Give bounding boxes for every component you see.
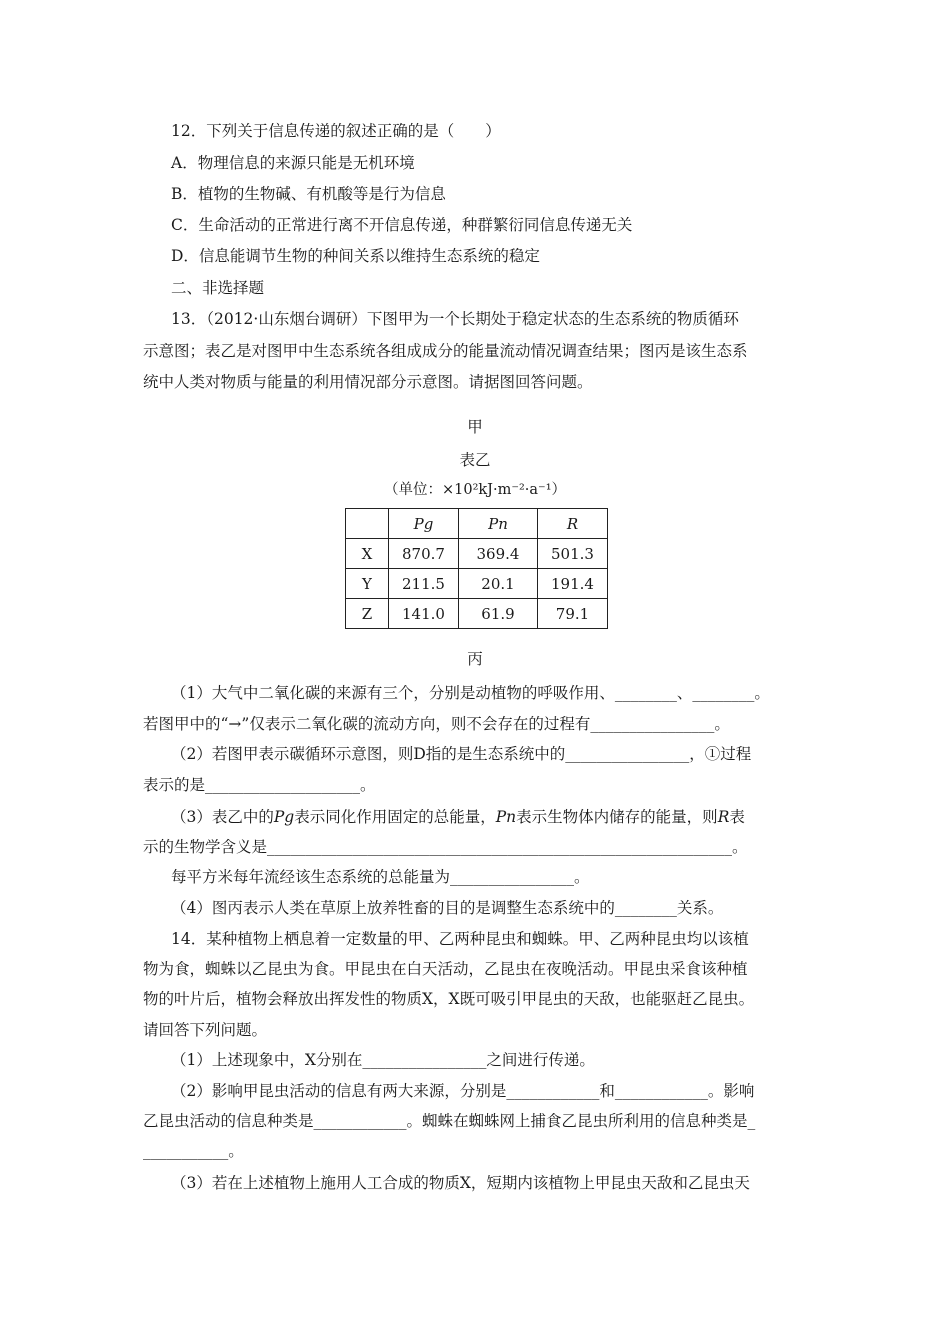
energy-table xyxy=(345,508,608,629)
table-cell: X xyxy=(346,539,389,569)
q13-part3-line-2: 示的生物学含义是____________________________________________________________。 xyxy=(143,838,748,856)
q13-part3-line-1: （3）表乙中的Pg表示同化作用固定的总能量，Pn表示生物体内储存的能量，则R表 xyxy=(171,808,745,826)
table-cell: 191.4 xyxy=(538,569,608,599)
q13-intro-line-2: 示意图；表乙是对图甲中生态系统各组成成分的能量流动情况调查结果；图丙是该生态系 xyxy=(143,342,748,360)
q14-part2-line-3: ___________。 xyxy=(143,1142,244,1160)
table-cell: 61.9 xyxy=(459,599,538,629)
table-header-cell: Pg xyxy=(389,509,459,539)
table-row xyxy=(346,539,608,569)
q13-part2-line-2: 表示的是____________________。 xyxy=(143,776,376,794)
q13-part3-line-3: 每平方米每年流经该生态系统的总能量为________________。 xyxy=(171,868,590,886)
table-cell: 501.3 xyxy=(538,539,608,569)
table-header-cell: Pn xyxy=(459,509,538,539)
q13-intro-line-3: 统中人类对物质与能量的利用情况部分示意图。请据图回答问题。 xyxy=(143,373,593,391)
table-cell: 79.1 xyxy=(538,599,608,629)
q12-option-c: C．生命活动的正常进行离不开信息传递，种群繁衍同信息传递无关 xyxy=(171,216,633,234)
table-cell: 369.4 xyxy=(459,539,538,569)
section-heading: 二、非选择题 xyxy=(171,279,265,297)
q14-intro-line-3: 物的叶片后，植物会释放出挥发性的物质X，X既可吸引甲昆虫的天敌，也能驱赶乙昆虫。 xyxy=(143,990,755,1008)
q14-part1: （1）上述现象中，X分别在________________之间进行传递。 xyxy=(171,1051,595,1069)
table-row xyxy=(346,599,608,629)
q14-intro-line-1: 14．某种植物上栖息着一定数量的甲、乙两种昆虫和蜘蛛。甲、乙两种昆虫均以该植 xyxy=(171,930,749,948)
table-cell: 211.5 xyxy=(389,569,459,599)
table-cell: 870.7 xyxy=(389,539,459,569)
table-header-row xyxy=(346,509,608,539)
q13-part1-line-2: 若图甲中的“→”仅表示二氧化碳的流动方向，则不会存在的过程有________________。 xyxy=(143,715,730,733)
q12-option-a: A．物理信息的来源只能是无机环境 xyxy=(171,154,415,172)
q13-part1-line-1: （1）大气中二氧化碳的来源有三个，分别是动植物的呼吸作用、________、________。 xyxy=(171,684,770,702)
table-cell: Z xyxy=(346,599,389,629)
q12-stem: 12．下列关于信息传递的叙述正确的是（ ） xyxy=(171,122,501,140)
q14-part2-line-2: 乙昆虫活动的信息种类是____________。蜘蛛在蜘蛛网上捕食乙昆虫所利用的信息种类是_ xyxy=(143,1112,756,1130)
table-unit: （单位：×10²kJ·m⁻²·a⁻¹） xyxy=(383,482,567,498)
table-cell: Y xyxy=(346,569,389,599)
table-header-cell xyxy=(346,509,389,539)
q12-option-b: B．植物的生物碱、有机酸等是行为信息 xyxy=(171,185,446,203)
table-title: 表乙 xyxy=(459,451,491,469)
q14-intro-line-2: 物为食，蜘蛛以乙昆虫为食。甲昆虫在白天活动，乙昆虫在夜晚活动。甲昆虫采食该种植 xyxy=(143,960,748,978)
q13-part2-line-1: （2）若图甲表示碳循环示意图，则D指的是生态系统中的________________，①过程 xyxy=(171,745,752,763)
q14-part3: （3）若在上述植物上施用人工合成的物质X，短期内该植物上甲昆虫天敌和乙昆虫天 xyxy=(171,1174,750,1192)
figure-bing-label: 丙 xyxy=(467,650,483,668)
table-row xyxy=(346,569,608,599)
table-header-cell: R xyxy=(538,509,608,539)
table-cell: 20.1 xyxy=(459,569,538,599)
q13-intro-line-1: 13．（2012·山东烟台调研）下图甲为一个长期处于稳定状态的生态系统的物质循环 xyxy=(171,310,739,328)
q13-part4: （4）图丙表示人类在草原上放养牲畜的目的是调整生态系统中的________关系。 xyxy=(171,899,724,917)
figure-jia-label: 甲 xyxy=(467,418,483,436)
table-cell: 141.0 xyxy=(389,599,459,629)
q14-part2-line-1: （2）影响甲昆虫活动的信息有两大来源，分别是____________和____________。影响 xyxy=(171,1082,755,1100)
q12-option-d: D．信息能调节生物的种间关系以维持生态系统的稳定 xyxy=(171,247,540,265)
q14-intro-line-4: 请回答下列问题。 xyxy=(143,1021,268,1039)
